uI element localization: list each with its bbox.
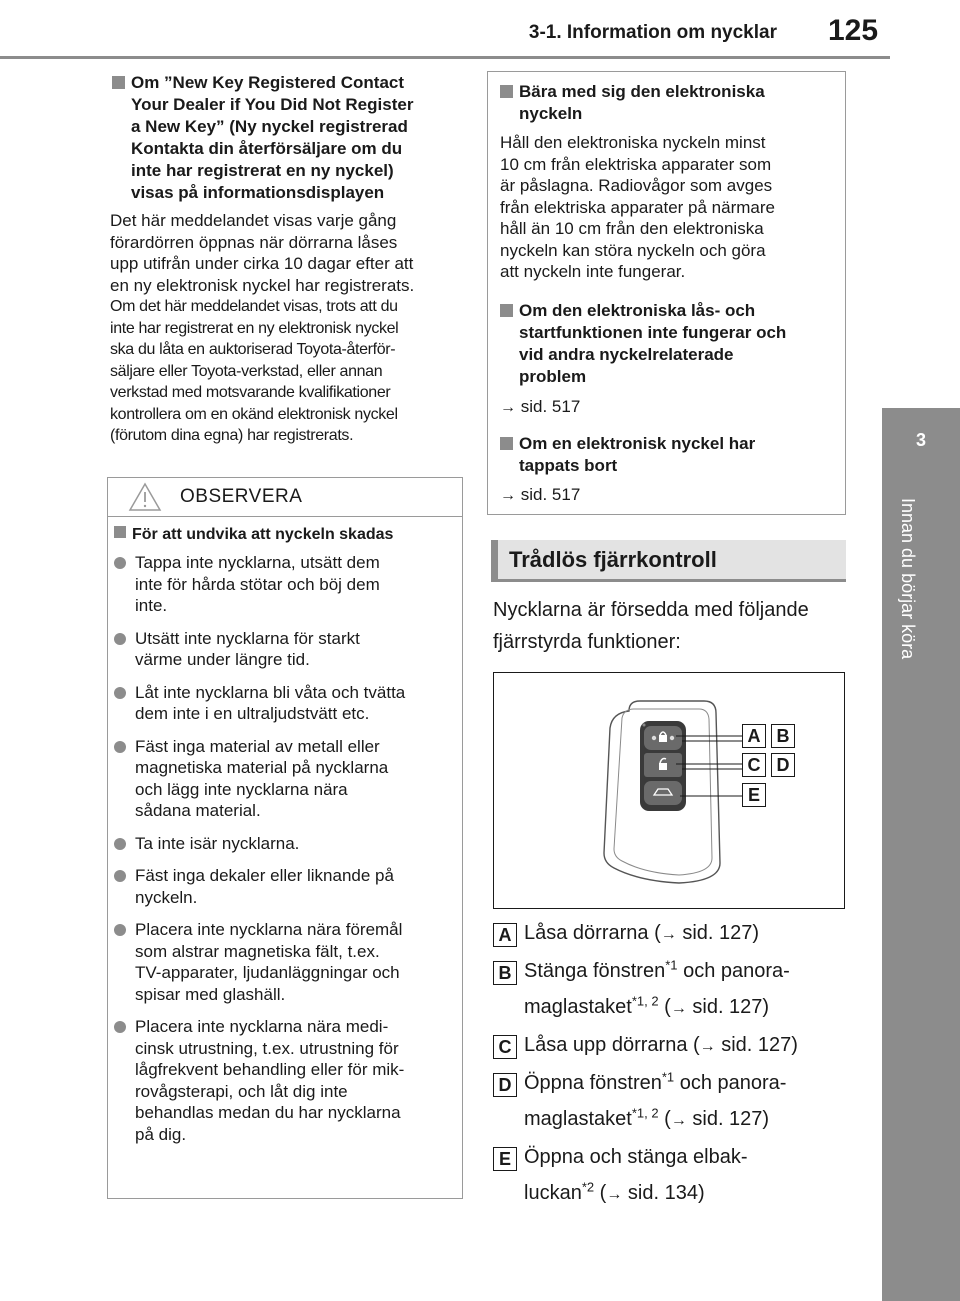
bullet-line: som alstrar magnetiska fält, t.ex. xyxy=(135,941,380,961)
chapter-side-tab xyxy=(882,408,960,1301)
body-line: (förutom dina egna) har registrerats. xyxy=(110,427,354,444)
bullet-line: lågfrekvent behandling eller för mik- xyxy=(135,1060,405,1079)
bullet-line: värme under längre tid. xyxy=(135,650,310,669)
function-text: luckan xyxy=(524,1182,582,1204)
function-text: Öppna fönstren xyxy=(524,1072,662,1094)
bullet-dot-icon xyxy=(114,838,126,850)
body-line: nyckeln kan störa nyckeln och göra xyxy=(500,240,766,260)
bullet-line: spisar med glashäll. xyxy=(135,984,286,1004)
caution-bullet xyxy=(114,682,459,725)
chapter-number: 3 xyxy=(915,430,926,450)
bullet-line: Fäst inga material av metall eller xyxy=(135,736,380,756)
arrow-right-icon: → xyxy=(699,1038,716,1055)
square-bullet-icon xyxy=(112,76,125,89)
body-line: Håll den elektroniska nyckeln minst xyxy=(500,133,766,152)
bullet-line: inte. xyxy=(135,596,168,615)
page-reference[interactable]: sid. 127) xyxy=(692,996,770,1018)
heading-line: Om den elektroniska lås- och xyxy=(519,301,756,320)
body-line: verkstad med motsvarande kvalifikationer xyxy=(110,384,391,401)
page-number: 125 xyxy=(828,14,879,47)
bullet-dot-icon xyxy=(114,633,126,645)
body-line: inte har registrerat en ny elektronisk nyckel xyxy=(110,319,399,337)
footnote-marker: *1, 2 xyxy=(631,993,659,1009)
function-text: och panora- xyxy=(677,960,790,982)
function-text: ( xyxy=(594,1182,607,1204)
arrow-right-icon: → xyxy=(660,926,677,943)
heading-line: visas på informationsdisplayen xyxy=(131,183,385,202)
bullet-line: sådana material. xyxy=(135,801,261,820)
caution-bullet xyxy=(114,628,459,671)
heading-line: Om en elektronisk nyckel har xyxy=(519,434,756,453)
bullet-dot-icon xyxy=(114,557,126,569)
body-line: att nyckeln inte fungerar. xyxy=(500,262,686,281)
body-line: håll än 10 cm från den elektroniska xyxy=(500,219,764,238)
warning-triangle-icon xyxy=(128,482,162,512)
heading-line: tappats bort xyxy=(519,456,618,475)
function-text: ( xyxy=(658,996,671,1018)
square-bullet-icon xyxy=(500,304,513,317)
body-line: en ny elektronisk nyckel har registrerats. xyxy=(110,275,415,295)
bullet-line: nyckeln. xyxy=(135,887,198,907)
function-text: Stänga fönstren xyxy=(524,960,666,982)
arrow-right-icon: → xyxy=(500,399,516,416)
bullet-line: inte för hårda stötar och böj dem xyxy=(135,574,380,594)
bullet-dot-icon xyxy=(114,741,126,753)
function-label: B xyxy=(493,961,517,985)
caution-bullet xyxy=(114,919,459,1005)
section-heading-wireless-remote: Trådlös fjärrkontroll xyxy=(509,547,717,572)
arrow-right-icon: → xyxy=(500,487,516,504)
body-line: från elektriska apparater på närmare xyxy=(500,197,775,217)
bullet-line: Ta inte isär nycklarna. xyxy=(135,833,300,853)
function-item-a xyxy=(493,920,873,948)
heading-line: nyckeln xyxy=(519,104,583,123)
caution-bullet-list xyxy=(114,552,459,1145)
caution-bullet xyxy=(114,736,459,822)
section-heading-new-key-message xyxy=(112,72,472,204)
heading-line: inte har registrerat en ny nyckel) xyxy=(131,161,394,180)
caution-bullet xyxy=(114,552,459,617)
info-heading-lost-key xyxy=(500,433,840,477)
page-reference[interactable]: sid. 127) xyxy=(721,1034,798,1056)
caution-title: OBSERVERA xyxy=(180,486,303,507)
function-text: maglastaket xyxy=(524,1108,632,1130)
chapter-title: Innan du börjar köra xyxy=(898,498,918,660)
page-reference[interactable]: sid. 127) xyxy=(692,1108,770,1130)
bullet-line: Fäst inga dekaler eller liknande på xyxy=(135,866,394,885)
caution-bullet xyxy=(114,833,459,855)
body-line: upp utifrån under cirka 10 dagar efter att xyxy=(110,254,414,273)
heading-line: problem xyxy=(519,367,587,386)
heading-line: Om ”New Key Registered Contact xyxy=(131,73,405,92)
info-heading-carry-key xyxy=(500,81,840,125)
square-bullet-icon xyxy=(500,437,513,450)
heading-line: Kontakta din återförsäljare om du xyxy=(131,139,403,158)
bullet-line: och lägg inte nycklarna nära xyxy=(135,779,348,799)
bullet-line: TV-apparater, ljudanläggningar och xyxy=(135,963,400,982)
arrow-right-icon: → xyxy=(606,1186,623,1203)
page-reference[interactable]: sid. 127) xyxy=(682,922,760,944)
bullet-line: magnetiska material på nycklarna xyxy=(135,758,389,777)
intro-line: Nycklarna är försedda med följande xyxy=(493,599,809,621)
arrow-right-icon: → xyxy=(670,1112,687,1129)
page-reference-text: sid. 517 xyxy=(520,397,581,416)
function-text: Låsa upp dörrarna ( xyxy=(524,1034,700,1056)
function-item-d xyxy=(493,1070,873,1134)
bullet-line: Tappa inte nycklarna, utsätt dem xyxy=(135,553,380,572)
square-bullet-icon xyxy=(114,526,126,538)
info-body-carry-key xyxy=(500,132,840,283)
function-item-b xyxy=(493,958,873,1022)
running-header-title: 3-1. Information om nycklar xyxy=(528,22,777,43)
footnote-marker: *1 xyxy=(661,1069,675,1085)
caution-subheading xyxy=(114,524,459,546)
figure-label-c: C xyxy=(742,753,766,777)
square-bullet-icon xyxy=(500,85,513,98)
page-reference[interactable] xyxy=(500,484,580,507)
function-label: D xyxy=(493,1073,517,1097)
bullet-dot-icon xyxy=(114,687,126,699)
header-rule xyxy=(0,56,890,59)
bullet-line: behandlas medan du har nycklarna xyxy=(135,1103,401,1122)
body-line: förardörren öppnas när dörrarna låses xyxy=(110,232,398,252)
bullet-line: dem inte i en ultraljudstvätt etc. xyxy=(135,704,370,723)
heading-line: Bära med sig den elektroniska xyxy=(519,82,765,101)
bullet-line: Placera inte nycklarna nära medi- xyxy=(135,1017,389,1036)
heading-line: startfunktionen inte fungerar och xyxy=(519,323,787,342)
bullet-line: cinsk utrustning, t.ex. utrustning för xyxy=(135,1038,399,1058)
heading-line: Your Dealer if You Did Not Register xyxy=(131,95,414,114)
bullet-line: Låt inte nycklarna bli våta och tvätta xyxy=(135,682,406,702)
bullet-dot-icon xyxy=(114,870,126,882)
caution-bullet xyxy=(114,1016,459,1145)
intro-line: fjärrstyrda funktioner: xyxy=(493,631,681,653)
figure-label-e: E xyxy=(742,783,766,807)
body-line: Det här meddelandet visas varje gång xyxy=(110,211,397,230)
bullet-line: Placera inte nycklarna nära föremål xyxy=(135,920,403,939)
heading-line: a New Key” (Ny nyckel registrerad xyxy=(131,117,408,136)
info-heading-key-malfunction xyxy=(500,300,840,388)
bullet-dot-icon xyxy=(114,1021,126,1033)
section-heading-accent xyxy=(491,540,498,582)
body-line: 10 cm från elektriska apparater som xyxy=(500,154,772,174)
function-text: och panora- xyxy=(674,1072,787,1094)
page-reference[interactable] xyxy=(500,396,580,419)
function-label: E xyxy=(493,1147,517,1171)
function-text: Låsa dörrarna ( xyxy=(524,922,661,944)
footnote-marker: *1, 2 xyxy=(631,1105,659,1121)
body-line: säljare eller Toyota-verkstad, eller annan xyxy=(110,362,383,380)
bullet-line: på dig. xyxy=(135,1124,187,1144)
function-label: A xyxy=(493,923,517,947)
section-body-new-key-message xyxy=(110,210,470,296)
footnote-marker: *1 xyxy=(665,957,678,973)
function-item-e xyxy=(493,1144,873,1208)
heading-line: vid andra nyckelrelaterade xyxy=(519,345,734,364)
footnote-marker: *2 xyxy=(581,1179,595,1195)
function-text: maglastaket xyxy=(524,996,632,1018)
key-fob-illustration xyxy=(494,673,844,908)
function-list xyxy=(493,920,873,1208)
body-line: Om det här meddelandet visas, trots att du xyxy=(110,298,398,315)
body-line: kontrollera om en okänd elektronisk nyckel xyxy=(110,405,398,423)
function-item-c xyxy=(493,1032,873,1060)
page-reference[interactable]: sid. 134) xyxy=(627,1182,705,1204)
wireless-intro xyxy=(493,594,853,658)
bullet-line: rovågsterapi, och låt dig inte xyxy=(135,1081,348,1101)
bullet-dot-icon xyxy=(114,924,126,936)
caution-bullet xyxy=(114,865,459,908)
figure-label-a: A xyxy=(742,724,766,748)
bullet-line: Utsätt inte nycklarna för starkt xyxy=(135,628,360,648)
arrow-right-icon: → xyxy=(670,1000,687,1017)
function-label: C xyxy=(493,1035,517,1059)
caution-subheading-text: För att undvika att nyckeln skadas xyxy=(132,526,394,543)
function-text: Öppna och stänga elbak- xyxy=(524,1146,748,1168)
body-line: är påslagna. Radiovågor som avges xyxy=(500,176,773,195)
section-body-condensed xyxy=(110,296,472,447)
figure-label-b: B xyxy=(771,724,795,748)
page-reference-text: sid. 517 xyxy=(520,485,581,504)
function-text: ( xyxy=(658,1108,671,1130)
figure-label-d: D xyxy=(771,753,795,777)
body-line: ska du låta en auktoriserad Toyota-återför- xyxy=(110,341,396,358)
